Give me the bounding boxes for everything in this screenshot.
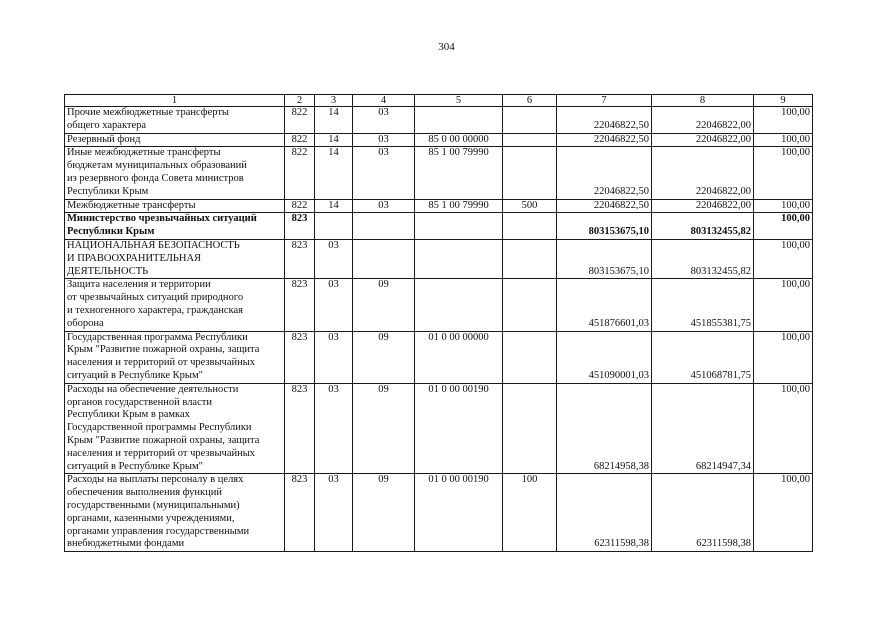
row-name-cell: Иные межбюджетные трансферты бюджетам муниципальных образований из резервного фонда Совета министров Республики Крым xyxy=(65,147,285,199)
subsection-code-cell: 03 xyxy=(353,107,415,134)
executed-amount-cell: 22046822,00 xyxy=(652,133,754,147)
target-item-code-cell xyxy=(415,279,503,331)
subsection-code-cell: 09 xyxy=(353,331,415,383)
table-row xyxy=(65,239,813,278)
column-header: 3 xyxy=(315,95,353,107)
column-header-row xyxy=(65,95,813,107)
planned-amount-cell: 803153675,10 xyxy=(557,213,652,240)
planned-amount-cell: 22046822,50 xyxy=(557,133,652,147)
target-item-code-cell: 85 0 00 00000 xyxy=(415,133,503,147)
section-code-cell: 03 xyxy=(315,474,353,552)
column-header: 6 xyxy=(503,95,557,107)
executed-amount-cell: 451855381,75 xyxy=(652,279,754,331)
execution-percent-cell: 100,00 xyxy=(754,133,813,147)
row-name-cell: НАЦИОНАЛЬНАЯ БЕЗОПАСНОСТЬ И ПРАВООХРАНИТЕЛЬНАЯ ДЕЯТЕЛЬНОСТЬ xyxy=(65,239,285,278)
expense-type-code-cell xyxy=(503,331,557,383)
target-item-code-cell: 01 0 00 00190 xyxy=(415,474,503,552)
section-code-cell: 03 xyxy=(315,331,353,383)
executed-amount-cell: 803132455,82 xyxy=(652,213,754,240)
subsection-code-cell: 09 xyxy=(353,383,415,474)
ministry-code-cell: 822 xyxy=(285,107,315,134)
execution-percent-cell: 100,00 xyxy=(754,107,813,134)
ministry-code-cell: 823 xyxy=(285,239,315,278)
column-header: 4 xyxy=(353,95,415,107)
expense-type-code-cell xyxy=(503,239,557,278)
executed-amount-cell: 68214947,34 xyxy=(652,383,754,474)
execution-percent-cell: 100,00 xyxy=(754,383,813,474)
row-name-cell: Резервный фонд xyxy=(65,133,285,147)
column-header: 8 xyxy=(652,95,754,107)
execution-percent-cell: 100,00 xyxy=(754,331,813,383)
table-row xyxy=(65,133,813,147)
target-item-code-cell xyxy=(415,239,503,278)
execution-percent-cell: 100,00 xyxy=(754,147,813,199)
executed-amount-cell: 22046822,00 xyxy=(652,199,754,213)
subsection-code-cell xyxy=(353,239,415,278)
row-name-cell: Защита населения и территории от чрезвычайных ситуаций природного и техногенного характера, гражданская оборона xyxy=(65,279,285,331)
table-row xyxy=(65,107,813,134)
subsection-code-cell: 03 xyxy=(353,147,415,199)
table-row xyxy=(65,199,813,213)
executed-amount-cell: 451068781,75 xyxy=(652,331,754,383)
table-row xyxy=(65,474,813,552)
expense-type-code-cell xyxy=(503,107,557,134)
ministry-code-cell: 823 xyxy=(285,279,315,331)
executed-amount-cell: 62311598,38 xyxy=(652,474,754,552)
target-item-code-cell: 01 0 00 00190 xyxy=(415,383,503,474)
subsection-code-cell: 09 xyxy=(353,279,415,331)
table-row xyxy=(65,383,813,474)
table-row xyxy=(65,279,813,331)
subsection-code-cell: 09 xyxy=(353,474,415,552)
execution-percent-cell: 100,00 xyxy=(754,474,813,552)
planned-amount-cell: 22046822,50 xyxy=(557,147,652,199)
section-code-cell: 03 xyxy=(315,239,353,278)
row-name-cell: Прочие межбюджетные трансферты общего характера xyxy=(65,107,285,134)
row-name-cell: Расходы на выплаты персоналу в целях обеспечения выполнения функций государственными (муниципальными) органами, казенными учреждениями, органами управления государственными внебюджетными фондами xyxy=(65,474,285,552)
section-code-cell: 03 xyxy=(315,383,353,474)
planned-amount-cell: 22046822,50 xyxy=(557,199,652,213)
ministry-code-cell: 822 xyxy=(285,199,315,213)
row-name-cell: Государственная программа Республики Крым "Развитие пожарной охраны, защита населения и территорий от чрезвычайных ситуаций в Республике Крым" xyxy=(65,331,285,383)
target-item-code-cell: 01 0 00 00000 xyxy=(415,331,503,383)
executed-amount-cell: 803132455,82 xyxy=(652,239,754,278)
target-item-code-cell: 85 1 00 79990 xyxy=(415,199,503,213)
budget-table xyxy=(64,94,813,552)
execution-percent-cell: 100,00 xyxy=(754,199,813,213)
expense-type-code-cell: 500 xyxy=(503,199,557,213)
section-code-cell: 14 xyxy=(315,147,353,199)
column-header: 1 xyxy=(65,95,285,107)
planned-amount-cell: 22046822,50 xyxy=(557,107,652,134)
table-row xyxy=(65,213,813,240)
column-header: 7 xyxy=(557,95,652,107)
planned-amount-cell: 451876601,03 xyxy=(557,279,652,331)
subsection-code-cell xyxy=(353,213,415,240)
row-name-cell: Расходы на обеспечение деятельности органов государственной власти Республики Крым в рамках Государственной программы Республики Крым "Развитие пожарной охраны, защита населения и территорий от чрезвычайных ситуаций в Республике Крым" xyxy=(65,383,285,474)
target-item-code-cell xyxy=(415,213,503,240)
execution-percent-cell: 100,00 xyxy=(754,213,813,240)
ministry-code-cell: 823 xyxy=(285,383,315,474)
section-code-cell: 14 xyxy=(315,133,353,147)
ministry-code-cell: 822 xyxy=(285,133,315,147)
ministry-code-cell: 822 xyxy=(285,147,315,199)
executed-amount-cell: 22046822,00 xyxy=(652,147,754,199)
section-code-cell: 03 xyxy=(315,279,353,331)
subsection-code-cell: 03 xyxy=(353,133,415,147)
expense-type-code-cell xyxy=(503,133,557,147)
section-code-cell xyxy=(315,213,353,240)
page-number: 304 xyxy=(438,41,455,53)
planned-amount-cell: 451090001,03 xyxy=(557,331,652,383)
target-item-code-cell xyxy=(415,107,503,134)
table-row xyxy=(65,147,813,199)
expense-type-code-cell xyxy=(503,383,557,474)
section-code-cell: 14 xyxy=(315,107,353,134)
row-name-cell: Межбюджетные трансферты xyxy=(65,199,285,213)
planned-amount-cell: 803153675,10 xyxy=(557,239,652,278)
expense-type-code-cell xyxy=(503,213,557,240)
execution-percent-cell: 100,00 xyxy=(754,279,813,331)
executed-amount-cell: 22046822,00 xyxy=(652,107,754,134)
ministry-code-cell: 823 xyxy=(285,474,315,552)
expense-type-code-cell xyxy=(503,147,557,199)
target-item-code-cell: 85 1 00 79990 xyxy=(415,147,503,199)
column-header: 2 xyxy=(285,95,315,107)
row-name-cell: Министерство чрезвычайных ситуаций Республики Крым xyxy=(65,213,285,240)
ministry-code-cell: 823 xyxy=(285,213,315,240)
subsection-code-cell: 03 xyxy=(353,199,415,213)
expense-type-code-cell: 100 xyxy=(503,474,557,552)
section-code-cell: 14 xyxy=(315,199,353,213)
table-row xyxy=(65,331,813,383)
execution-percent-cell: 100,00 xyxy=(754,239,813,278)
expense-type-code-cell xyxy=(503,279,557,331)
planned-amount-cell: 68214958,38 xyxy=(557,383,652,474)
column-header: 5 xyxy=(415,95,503,107)
planned-amount-cell: 62311598,38 xyxy=(557,474,652,552)
ministry-code-cell: 823 xyxy=(285,331,315,383)
column-header: 9 xyxy=(754,95,813,107)
